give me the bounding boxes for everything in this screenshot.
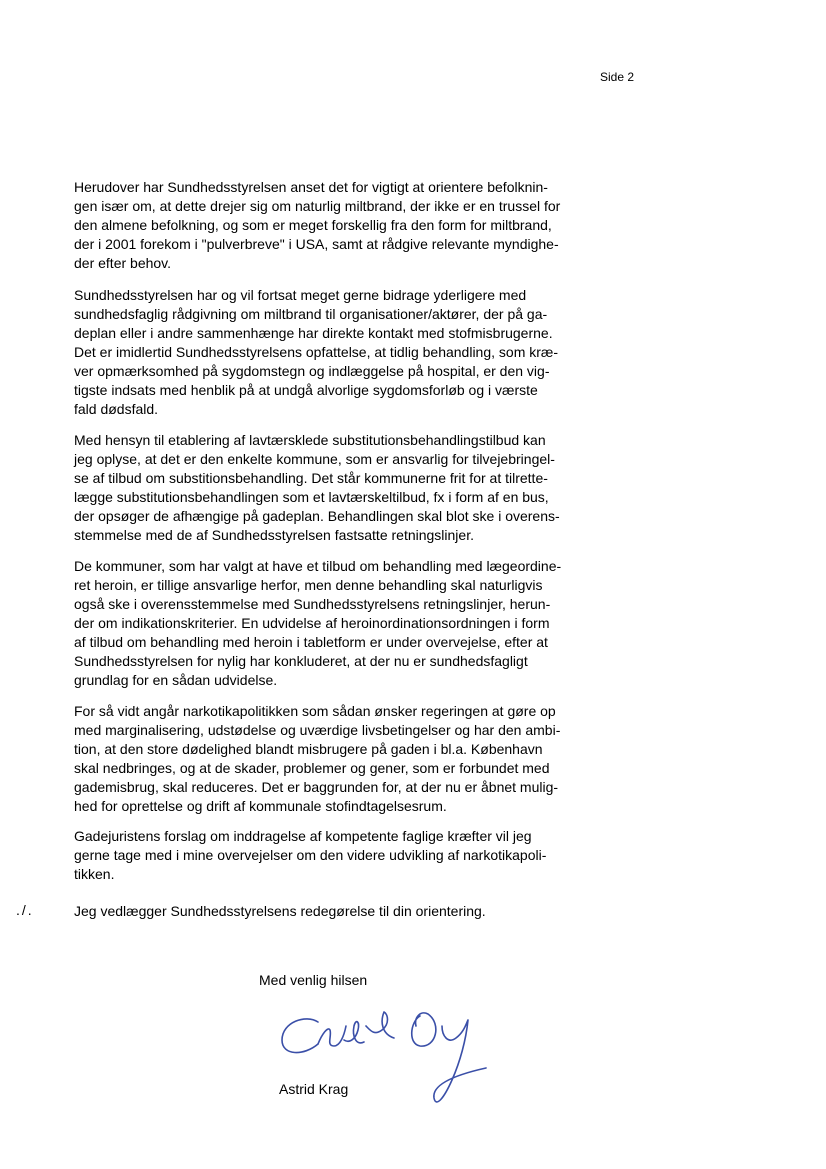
paragraph-line: Jeg vedlægger Sundhedsstyrelsens redegørelse til din orientering. [74,903,486,919]
paragraph-line: gerne tage med i mine overvejelser om den videre udvikling af narkotikapoli- [74,847,547,863]
paragraph-line: se af tilbud om substitionsbehandling. Det står kommunerne frit for at tilrette- [74,470,548,486]
paragraph-6 [74,827,574,884]
paragraph-line: tigste indsats med henblik på at undgå alvorlige sygdomsforløb og i værste [74,382,538,398]
paragraph-line: Gadejuristens forslag om inddragelse af kompetente faglige kræfter vil jeg [74,828,532,844]
paragraph-line: af tilbud om behandling med heroin i tabletform er under overvejelse, efter at [74,634,548,650]
paragraph-line: Sundhedsstyrelsen for nylig har konkluderet, at der nu er sundhedsfagligt [74,653,528,669]
paragraph-line: tikken. [74,866,115,882]
paragraph-line: hed for oprettelse og drift af kommunale stofindtagelsesrum. [74,798,447,814]
paragraph-1 [74,178,574,273]
paragraph-line: Det er imidlertid Sundhedsstyrelsens opfattelse, at tidlig behandling, som kræ- [74,344,559,360]
paragraph-line: der om indikationskriterier. En udvidelse af heroinordinationsordningen i form [74,615,550,631]
paragraph-line: skal nedbringes, og at de skader, problemer og gener, som er forbundet med [74,760,550,776]
enclosure-mark: ./. [16,902,34,918]
paragraph-line: Herudover har Sundhedsstyrelsen anset det for vigtigt at orientere befolknin- [74,179,548,195]
paragraph-line: ver opmærksomhed på sygdomstegn og indlæggelse på hospital, er den vig- [74,363,550,379]
paragraph-line: jeg oplyse, at det er den enkelte kommune, som er ansvarlig for tilvejebringel- [74,451,555,467]
closing-salutation: Med venlig hilsen [259,972,368,988]
paragraph-line: grundlag for en sådan udvidelse. [74,672,278,688]
paragraph-line: Sundhedsstyrelsen har og vil fortsat meget gerne bidrage yderligere med [74,287,527,303]
paragraph-3 [74,431,574,545]
page-number: Side 2 [600,70,635,84]
signer-name: Astrid Krag [279,1081,349,1097]
paragraph-4 [74,557,574,690]
paragraph-2 [74,286,574,419]
paragraph-line: lægge substitutionsbehandlingen som et lavtærskeltilbud, fx i form af en bus, [74,489,549,505]
paragraph-line: ret heroin, er tillige ansvarlige herfor, men denne behandling skal naturligvis [74,577,543,593]
paragraph-line: deplan eller i andre sammenhænge har direkte kontakt med stofmisbrugerne. [74,325,553,341]
paragraph-line: også ske i overensstemmelse med Sundhedsstyrelsens retningslinjer, herun- [74,596,551,612]
paragraph-line: De kommuner, som har valgt at have et tilbud om behandling med lægeordine- [74,558,562,574]
paragraph-line: fald dødsfald. [74,401,159,417]
paragraph-7 [74,902,574,921]
paragraph-line: der opsøger de afhængige på gadeplan. Behandlingen skal blot ske i overens- [74,508,560,524]
paragraph-line: der i 2001 forekom i "pulverbreve" i USA, samt at rådgive relevante myndighe- [74,236,559,252]
paragraph-line: gademisbrug, skal reduceres. Det er baggrunden for, at der nu er åbnet mulig- [74,779,559,795]
paragraph-line: gen især om, at dette drejer sig om naturlig miltbrand, der ikke er en trussel for [74,198,561,214]
paragraph-line: tion, at den store dødelighed blandt misbrugere på gaden i bl.a. København [74,741,543,757]
paragraph-line: For så vidt angår narkotikapolitikken som sådan ønsker regeringen at gøre op [74,703,556,719]
paragraph-line: med marginalisering, udstødelse og uværdige livsbetingelser og har den ambi- [74,722,561,738]
paragraph-line: Med hensyn til etablering af lavtærsklede substitutionsbehandlingstilbud kan [74,432,546,448]
paragraph-line: der efter behov. [74,255,172,271]
paragraph-line: sundhedsfaglig rådgivning om miltbrand til organisationer/aktører, der på ga- [74,306,548,322]
paragraph-line: stemmelse med de af Sundhedsstyrelsen fastsatte retningslinjer. [74,527,474,543]
paragraph-line: den almene befolkning, og som er meget forskellig fra den form for miltbrand, [74,217,552,233]
paragraph-5 [74,702,574,816]
